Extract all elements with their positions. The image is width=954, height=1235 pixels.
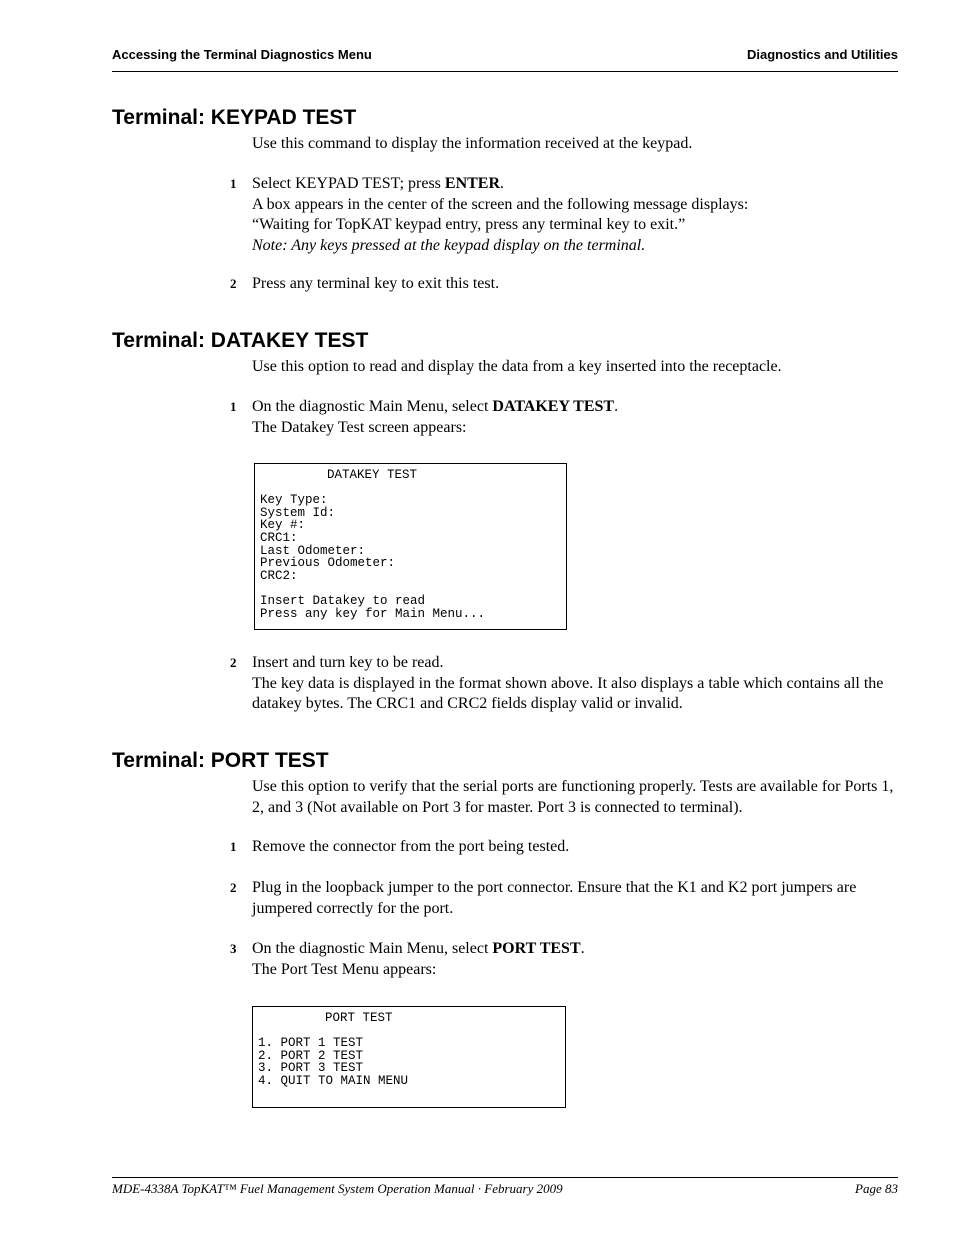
screen-field: Last Odometer: — [260, 543, 366, 558]
header-rule — [112, 71, 898, 72]
section-title-port: Terminal: PORT TEST — [112, 749, 329, 772]
port-test-screen-box — [252, 1006, 566, 1108]
step-number: 1 — [230, 399, 237, 414]
screen-menu-item: 4. QUIT TO MAIN MENU — [258, 1073, 409, 1088]
keypad-step-2: Press any terminal key to exit this test. — [252, 275, 500, 292]
screen-field: Key Type: — [260, 493, 328, 508]
screen-field: Previous Odometer: — [260, 556, 396, 571]
datakey-step-1 — [252, 397, 900, 438]
running-header-right: Diagnostics and Utilities — [747, 47, 898, 62]
step-instruction — [252, 174, 900, 195]
step-number: 3 — [230, 941, 237, 956]
step-text-suffix: . — [500, 175, 505, 192]
running-header-left: Accessing the Terminal Diagnostics Menu — [112, 47, 372, 62]
port-step-3 — [252, 939, 900, 980]
footer-document-title: MDE-4338A TopKAT™ Fuel Management System Operation Manual · February 2009 — [112, 1181, 563, 1196]
step-message: “Waiting for TopKAT keypad entry, press any terminal key to exit.” — [252, 216, 686, 233]
footer-page-number: Page 83 — [855, 1181, 898, 1196]
screen-field: System Id: — [260, 505, 336, 520]
section-title-keypad: Terminal: KEYPAD TEST — [112, 106, 357, 129]
screen-field: CRC1: — [260, 530, 298, 545]
step-number: 1 — [230, 839, 237, 854]
step-bold-term: ENTER — [444, 175, 501, 192]
screen-field: CRC2: — [260, 568, 298, 583]
screen-field: Key #: — [260, 518, 306, 533]
step-detail: The Datakey Test screen appears: — [252, 418, 467, 436]
step-number: 1 — [230, 176, 237, 191]
datakey-intro: Use this option to read and display the data from a key inserted into the receptacle. — [252, 358, 782, 375]
keypad-step-1 — [252, 174, 900, 256]
step-instruction — [252, 939, 900, 960]
screen-title: DATAKEY TEST — [327, 468, 418, 482]
section-title-datakey: Terminal: DATAKEY TEST — [112, 329, 369, 352]
datakey-step-2 — [252, 653, 898, 715]
screen-menu-item: 2. PORT 2 TEST — [258, 1048, 364, 1063]
step-number: 2 — [230, 655, 237, 670]
screen-prompt: Insert Datakey to read — [260, 593, 426, 608]
step-number: 2 — [230, 880, 237, 895]
step-note: Note: Any keys pressed at the keypad display on the terminal. — [252, 236, 646, 254]
keypad-intro: Use this command to display the information received at the keypad. — [252, 135, 693, 152]
footer-rule — [112, 1177, 898, 1178]
step-bold-term: DATAKEY TEST — [492, 398, 615, 415]
step-detail: The key data is displayed in the format shown above. It also displays a table which contains all the datakey bytes. The CRC1 and CRC2 fields display valid or invalid. — [252, 674, 884, 712]
screen-title: PORT TEST — [325, 1011, 393, 1025]
screen-menu-item: 1. PORT 1 TEST — [258, 1036, 364, 1051]
screen-prompt: Press any key for Main Menu... — [260, 606, 486, 621]
step-text: Select KEYPAD TEST; press — [252, 175, 445, 192]
step-detail: A box appears in the center of the screen and the following message displays: — [252, 195, 749, 213]
step-number: 2 — [230, 276, 237, 291]
step-text: On the diagnostic Main Menu, select — [252, 940, 493, 957]
datakey-screen-box — [254, 463, 567, 630]
port-intro: Use this option to verify that the serial ports are functioning properly. Tests are available for Ports 1, 2, and 3 (Not available on Port 3 for master. Port 3 is connected to terminal). — [252, 778, 894, 816]
step-text-suffix: . — [580, 940, 585, 957]
step-detail: The Port Test Menu appears: — [252, 960, 437, 978]
port-step-2: Plug in the loopback jumper to the port connector. Ensure that the K1 and K2 port jumpers are jumpered correctly for the port. — [252, 879, 857, 917]
screen-menu-item: 3. PORT 3 TEST — [258, 1061, 364, 1076]
port-step-1: Remove the connector from the port being tested. — [252, 838, 570, 855]
step-instruction — [252, 397, 900, 418]
step-instruction: Insert and turn key to be read. — [252, 654, 444, 671]
step-text-suffix: . — [614, 398, 619, 415]
step-bold-term: PORT TEST — [492, 940, 581, 957]
step-text: On the diagnostic Main Menu, select — [252, 398, 493, 415]
